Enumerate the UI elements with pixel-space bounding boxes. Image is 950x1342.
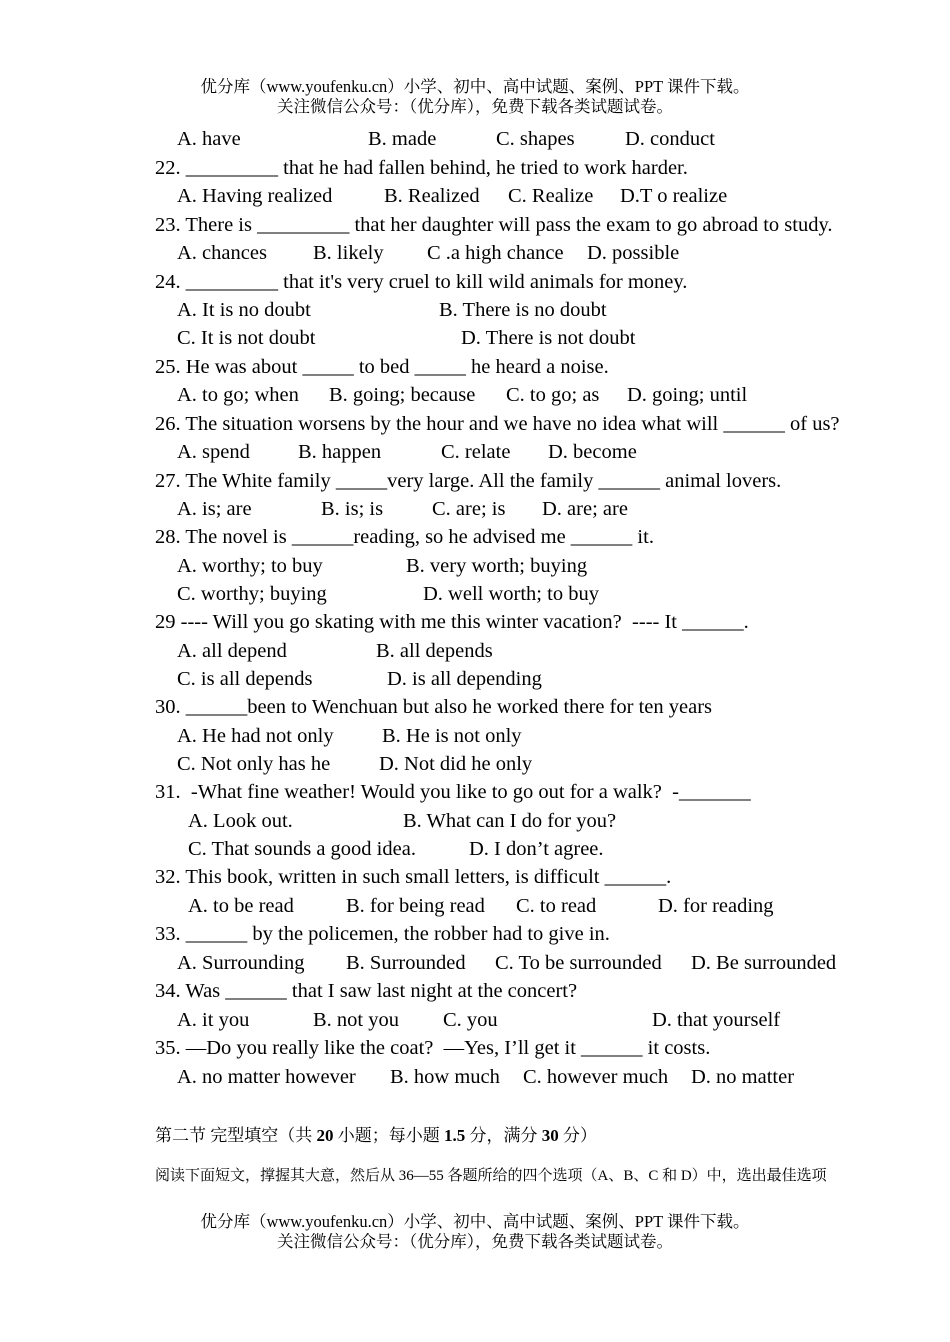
section-2-heading bbox=[155, 1121, 597, 1146]
page-header bbox=[0, 77, 950, 117]
q21-option-a: A. have bbox=[177, 128, 241, 150]
q26-stem: 26. The situation worsens by the hour and we have no idea what will ______ of us? bbox=[155, 413, 840, 435]
q30-stem: 30. ______been to Wenchuan but also he worked there for ten years bbox=[155, 696, 712, 718]
q27-option-a: A. is; are bbox=[177, 498, 252, 520]
q23-option-b: B. likely bbox=[313, 242, 384, 264]
q35-option-a: A. no matter however bbox=[177, 1066, 356, 1088]
q28-option-a: A. worthy; to buy bbox=[177, 555, 323, 577]
q33-option-c: C. To be surrounded bbox=[495, 952, 662, 974]
q30-option-d: D. Not did he only bbox=[379, 753, 533, 775]
q27-option-c: C. are; is bbox=[432, 498, 506, 520]
q33-stem: 33. ______ by the policemen, the robber had to give in. bbox=[155, 923, 610, 945]
section-2-prefix: 第二节 完型填空（共 bbox=[155, 1126, 317, 1145]
q32-stem: 32. This book, written in such small letters, is difficult ______. bbox=[155, 866, 672, 888]
q27-option-b: B. is; is bbox=[321, 498, 384, 520]
q31-stem: 31. -What fine weather! Would you like to go out for a walk? -_______ bbox=[155, 781, 751, 803]
q23-option-c: C .a high chance bbox=[427, 242, 564, 264]
q22-stem: 22. _________ that he had fallen behind, he tried to work harder. bbox=[155, 157, 688, 179]
q35-option-d: D. no matter bbox=[691, 1066, 795, 1088]
q34-option-b: B. not you bbox=[313, 1009, 399, 1031]
section-2-total: 30 bbox=[541, 1126, 559, 1145]
q26-option-d: D. become bbox=[548, 441, 637, 463]
q27-stem: 27. The White family _____very large. All the family ______ animal lovers. bbox=[155, 470, 782, 492]
q31-option-b: B. What can I do for you? bbox=[403, 810, 617, 832]
q34-option-c: C. you bbox=[443, 1009, 498, 1031]
q35-option-b: B. how much bbox=[390, 1066, 500, 1088]
q26-option-a: A. spend bbox=[177, 441, 250, 463]
q29-option-d: D. is all depending bbox=[387, 668, 542, 690]
q29-stem: 29 ---- Will you go skating with me this winter vacation? ---- It ______. bbox=[155, 611, 749, 633]
q29-option-a: A. all depend bbox=[177, 640, 287, 662]
q28-option-b: B. very worth; buying bbox=[406, 555, 588, 577]
section-2-mid1: 小题；每小题 bbox=[333, 1126, 444, 1145]
q31-option-d: D. I don’t agree. bbox=[469, 838, 604, 860]
q29-option-c: C. is all depends bbox=[177, 668, 313, 690]
q30-option-b: B. He is not only bbox=[382, 725, 522, 747]
q32-option-d: D. for reading bbox=[658, 895, 774, 917]
q33-option-d: D. Be surrounded bbox=[691, 952, 837, 974]
q25-option-c: C. to go; as bbox=[506, 384, 600, 406]
q31-option-a: A. Look out. bbox=[188, 810, 293, 832]
q28-option-c: C. worthy; buying bbox=[177, 583, 327, 605]
q24-option-b: B. There is no doubt bbox=[439, 299, 607, 321]
footer-line-1: 优分库（www.youfenku.cn）小学、初中、高中试题、案例、PPT 课件下载。 bbox=[200, 1212, 750, 1231]
section-2-mid2: 分，满分 bbox=[465, 1126, 542, 1145]
q24-stem: 24. _________ that it's very cruel to kill wild animals for money. bbox=[155, 271, 688, 293]
q32-option-b: B. for being read bbox=[346, 895, 485, 917]
q25-option-d: D. going; until bbox=[627, 384, 748, 406]
q33-option-a: A. Surrounding bbox=[177, 952, 305, 974]
section-2-each: 1.5 bbox=[444, 1126, 466, 1145]
header-line-1: 优分库（www.youfenku.cn）小学、初中、高中试题、案例、PPT 课件下载。 bbox=[200, 77, 750, 96]
q32-option-a: A. to be read bbox=[188, 895, 294, 917]
q27-option-d: D. are; are bbox=[542, 498, 628, 520]
section-2-instruction: 阅读下面短文，撑握其大意，然后从 36—55 各题所给的四个选项（A、B、C 和 D）中，选出最佳选项 bbox=[155, 1168, 827, 1184]
q30-option-a: A. He had not only bbox=[177, 725, 334, 747]
q25-option-b: B. going; because bbox=[329, 384, 476, 406]
q28-option-d: D. well worth; to buy bbox=[423, 583, 599, 605]
q31-option-c: C. That sounds a good idea. bbox=[188, 838, 416, 860]
q23-option-a: A. chances bbox=[177, 242, 267, 264]
q28-stem: 28. The novel is ______reading, so he advised me ______ it. bbox=[155, 526, 654, 548]
q29-option-b: B. all depends bbox=[376, 640, 493, 662]
section-2-count: 20 bbox=[316, 1126, 334, 1145]
q24-option-d: D. There is not doubt bbox=[461, 327, 636, 349]
footer-line-2: 关注微信公众号：（优分库），免费下载各类试题试卷。 bbox=[277, 1232, 673, 1251]
q21-option-b: B. made bbox=[368, 128, 437, 150]
header-line-2: 关注微信公众号：（优分库），免费下载各类试题试卷。 bbox=[277, 97, 673, 116]
q23-option-d: D. possible bbox=[587, 242, 680, 264]
q25-option-a: A. to go; when bbox=[177, 384, 299, 406]
q33-option-b: B. Surrounded bbox=[346, 952, 466, 974]
q26-option-c: C. relate bbox=[441, 441, 511, 463]
q24-option-a: A. It is no doubt bbox=[177, 299, 311, 321]
q35-stem: 35. —Do you really like the coat? —Yes, I’ll get it ______ it costs. bbox=[155, 1037, 711, 1059]
q24-option-c: C. It is not doubt bbox=[177, 327, 316, 349]
q34-stem: 34. Was ______ that I saw last night at the concert? bbox=[155, 980, 578, 1002]
q22-option-c: C. Realize bbox=[508, 185, 594, 207]
q25-stem: 25. He was about _____ to bed _____ he heard a noise. bbox=[155, 356, 609, 378]
q22-option-d: D.T o realize bbox=[620, 185, 728, 207]
q34-option-d: D. that yourself bbox=[652, 1009, 781, 1031]
q26-option-b: B. happen bbox=[298, 441, 382, 463]
q22-option-a: A. Having realized bbox=[177, 185, 333, 207]
q30-option-c: C. Not only has he bbox=[177, 753, 331, 775]
page-footer bbox=[0, 1212, 950, 1252]
q34-option-a: A. it you bbox=[177, 1009, 250, 1031]
section-2-suffix: 分） bbox=[558, 1126, 597, 1145]
q22-option-b: B. Realized bbox=[384, 185, 480, 207]
q35-option-c: C. however much bbox=[523, 1066, 669, 1088]
q21-option-c: C. shapes bbox=[496, 128, 575, 150]
q23-stem: 23. There is _________ that her daughter will pass the exam to go abroad to study. bbox=[155, 214, 833, 236]
q32-option-c: C. to read bbox=[516, 895, 597, 917]
q21-option-d: D. conduct bbox=[625, 128, 715, 150]
